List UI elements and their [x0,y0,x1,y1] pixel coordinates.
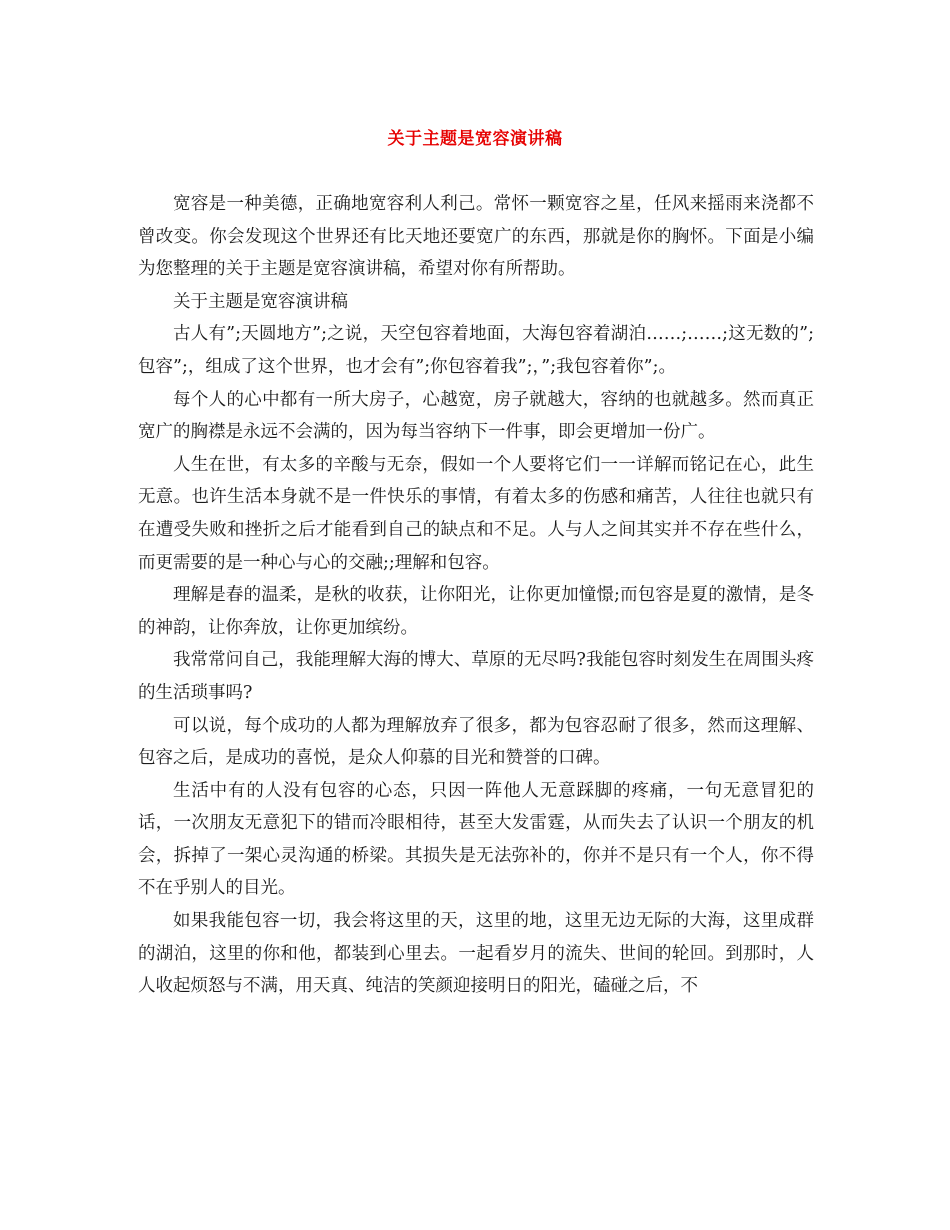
paragraph-no-tolerance: 生活中有的人没有包容的心态，只因一阵他人无意踩脚的疼痛，一句无意冒犯的话，一次朋友无意犯下的错而冷眼相待，甚至大发雷霆，从而失去了认识一个朋友的机会，拆掉了一架心灵沟通的桥梁。其损失是无法弥补的，你并不是只有一个人，你不得不在乎别人的目光。 [138,780,814,899]
paragraph-self-question: 我常常问自己，我能理解大海的博大、草原的无尽吗?我能包容时刻发生在周围头疼的生活琐事吗? [138,650,814,703]
paragraph-intro: 宽容是一种美德，正确地宽容利人利己。常怀一颗宽容之星，任风来摇雨来浇都不曾改变。你会发现这个世界还有比天地还要宽广的东西，那就是你的胸怀。下面是小编为您整理的关于主题是宽容演讲稿，希望对你有所帮助。 [138,194,814,280]
paragraph-if-tolerate: 如果我能包容一切，我会将这里的天，这里的地，这里无边无际的大海，这里成群的湖泊，这里的你和他，都装到心里去。一起看岁月的流失、世间的轮回。到那时，人人收起烦怒与不满，用天真、纯洁的笑颜迎接明日的阳光，磕碰之后，不 [138,911,814,997]
page-title: 关于主题是宽容演讲稿 [387,129,563,149]
paragraph-success: 可以说，每个成功的人都为理解放弃了很多，都为包容忍耐了很多，然而这理解、包容之后，是成功的喜悦，是众人仰慕的目光和赞誉的口碑。 [138,715,814,769]
document-body [138,188,814,1003]
paragraph-life: 人生在世，有太多的辛酸与无奈，假如一个人要将它们一一详解而铭记在心，此生无意。也许生活本身就不是一件快乐的事情，有着太多的伤感和痛苦，人往往也就只有在遭受失败和挫折之后才能看到自己的缺点和不足。人与人之间其实并不存在些什么，而更需要的是一种心与心的交融;;理解和包容。 [138,454,814,573]
paragraph-understanding: 理解是春的温柔，是秋的收获，让你阳光，让你更加憧憬;而包容是夏的激情，是冬的神韵，让你奔放，让你更加缤纷。 [138,585,814,638]
paragraph-ancient-saying: 古人有”;天圆地方”;之说，天空包容着地面，大海包容着湖泊……;……;这无数的”;包容”;，组成了这个世界，也才会有”;你包容着我”;，”;我包容着你”;。 [138,324,814,377]
paragraph-big-house: 每个人的心中都有一所大房子，心越宽，房子就越大，容纳的也就越多。然而真正宽广的胸襟是永远不会满的，因为每当容纳下一件事，即会更增加一份广。 [138,389,814,443]
paragraph-subtitle: 关于主题是宽容演讲稿 [173,291,348,312]
